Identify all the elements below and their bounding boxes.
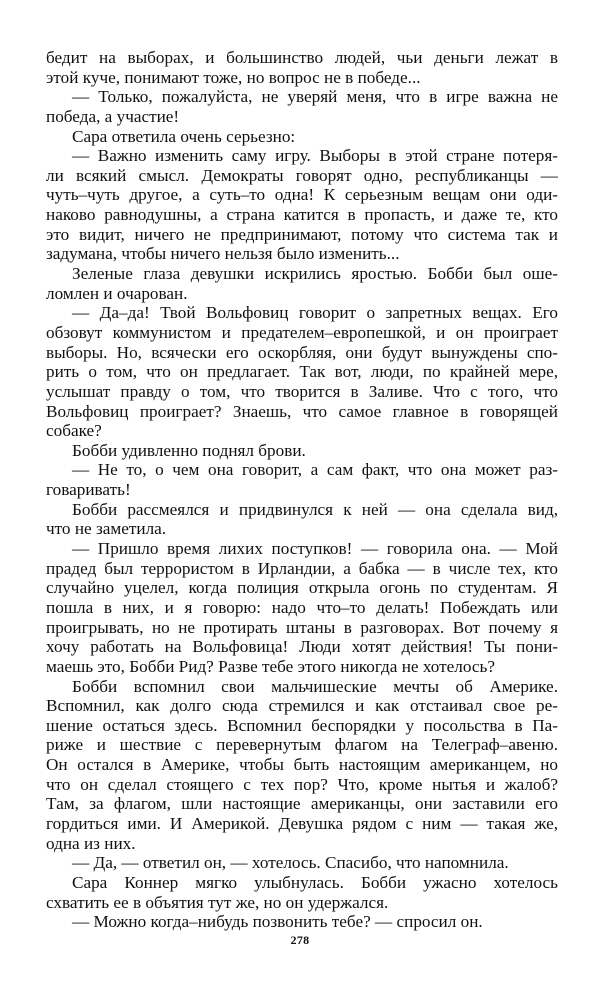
text-line: — Пришло время лихих поступков! — говорила она. — Мой: [72, 539, 558, 559]
text-line: — Да, — ответил он, — хотелось. Спасибо, что напомнила.: [72, 853, 509, 873]
text-line: Бобби рассмеялся и придвинулся к ней — она сделала вид,: [72, 499, 558, 519]
text-line: — Да–да! Твой Вольфовиц говорит о запретных вещах. Его: [72, 303, 558, 323]
text-line: задумана, чтобы ничего нельзя было изменить...: [46, 244, 400, 264]
text-line: риже и шествие с перевернутым флагом на Телеграф–авеню.: [46, 735, 558, 755]
text-line: Вольфовиц проиграет? Знаешь, что самое главное в говорящей: [46, 401, 558, 421]
text-line: схватить ее в объятия тут же, но он удержался.: [46, 892, 389, 912]
text-line: — Только, пожалуйста, не уверяй меня, что в игре важна не: [72, 87, 558, 107]
text-line: Бобби удивленно поднял брови.: [72, 440, 306, 460]
text-line: рить о том, что он предлагает. Так вот, люди, по крайней мере,: [46, 362, 558, 382]
text-line: выборы. Но, всячески его оскорбляя, они будут вынуждены спо-: [46, 342, 558, 362]
text-line: что не заметила.: [46, 519, 167, 539]
text-line: прадед был террористом в Ирландии, а бабка — в числе тех, кто: [46, 558, 558, 578]
text-line: Бобби вспомнил свои мальчишеские мечты об Америке.: [72, 676, 558, 696]
page-number: 278: [290, 933, 310, 947]
text-line: Вспомнил, как долго сюда стремился и как отстаивал свое ре-: [46, 696, 558, 716]
text-line: этой куче, понимают тоже, но вопрос не в победе...: [46, 67, 421, 87]
text-line: маешь это, Бобби Рид? Разве тебе этого никогда не хотелось?: [46, 656, 495, 676]
text-line: собаке?: [46, 421, 102, 441]
text-line: случайно уцелел, когда полиция открыла огонь по студентам. Я: [46, 578, 558, 598]
text-line: наково равнодушны, а страна катится в пропасть, и даже те, кто: [46, 205, 558, 225]
text-line: Сара Коннер мягко улыбнулась. Бобби ужасно хотелось: [72, 872, 558, 892]
text-line: услышат правду о том, что творится в Заливе. Что с того, что: [46, 381, 558, 401]
text-line: Там, за флагом, шли настоящие американцы, они заставили его: [46, 794, 558, 814]
text-line: гордиться ими. И Америкой. Девушка рядом с ним — такая же,: [46, 813, 558, 833]
text-line: Он остался в Америке, чтобы быть настоящим американцем, но: [46, 755, 558, 775]
text-line: пошла в них, и я говорю: надо что–то делать! Побеждать или: [46, 597, 558, 617]
text-line: чуть–чуть другое, а суть–то одна! К серьезным вещам они оди-: [46, 185, 558, 205]
text-line: — Можно когда–нибудь позвонить тебе? — спросил он.: [72, 912, 483, 932]
page-text-body: [46, 48, 558, 932]
text-line: одна из них.: [46, 833, 136, 853]
text-line: шение остаться здесь. Вспомнил беспорядки у посольства в Па-: [46, 715, 558, 735]
text-line: — Не то, о чем она говорит, а сам факт, что она может раз-: [72, 460, 558, 480]
text-line: это видит, ничего не предпринимают, потому что система так и: [46, 224, 558, 244]
text-line: бедит на выборах, и большинство людей, чьи деньги лежат в: [46, 48, 558, 67]
text-line: Сара ответила очень серьезно:: [72, 126, 296, 146]
text-line: ломлен и очарован.: [46, 283, 188, 303]
text-line: победа, а участие!: [46, 106, 180, 126]
text-line: ли всякий смысл. Демократы говорят одно, республиканцы —: [46, 165, 558, 185]
text-line: — Важно изменить саму игру. Выборы в этой стране потеря-: [72, 146, 558, 166]
text-line: что он сделал стоящего с тех пор? Что, кроме нытья и жалоб?: [46, 774, 558, 794]
text-line: обзовут коммунистом и предателем–европешкой, и он проиграет: [46, 322, 558, 342]
text-line: говаривать!: [46, 480, 131, 500]
text-line: проигрывать, но не протирать штаны в разговорах. Вот почему я: [46, 617, 558, 637]
text-line: хочу работать на Вольфовица! Люди хотят действия! Ты пони-: [46, 637, 558, 657]
text-line: Зеленые глаза девушки искрились яростью. Бобби был оше-: [72, 264, 558, 284]
